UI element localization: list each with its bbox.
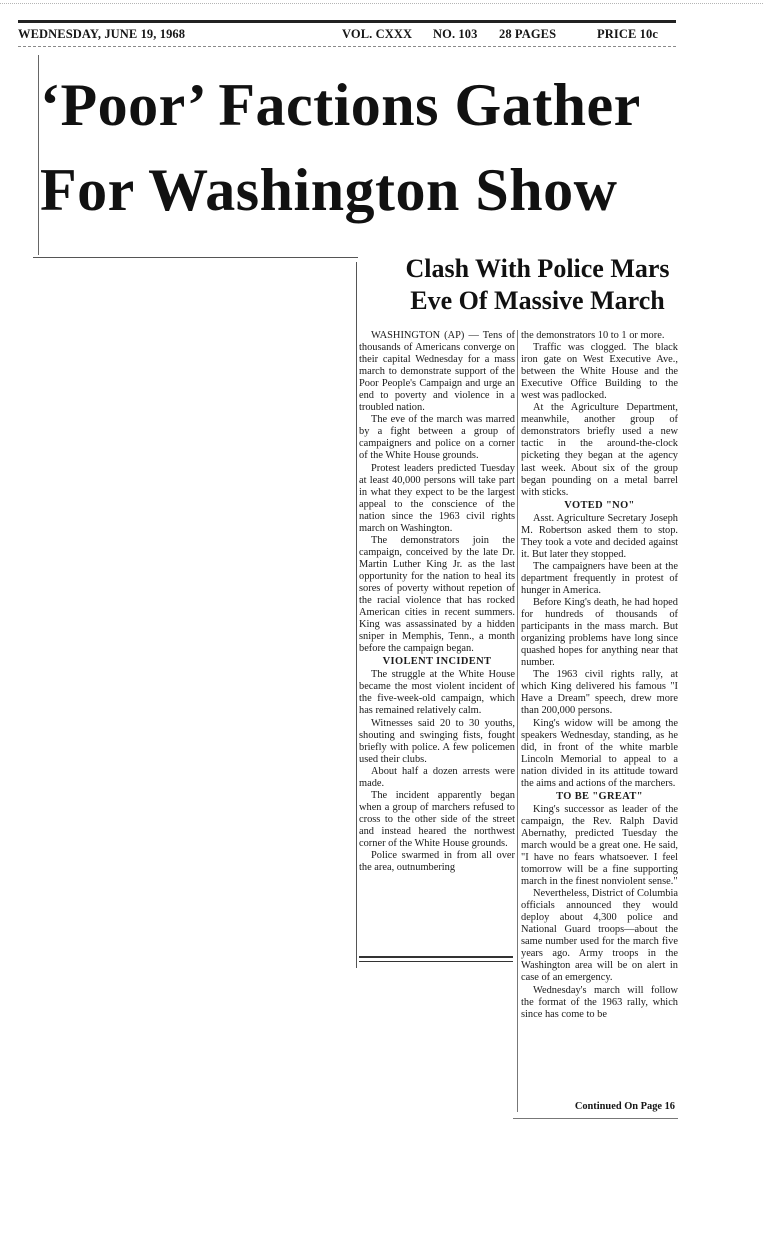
paragraph: The demonstrators join the campaign, conceived by the late Dr. Martin Luther King Jr. as the last opportunity for the nation to heal its sores of poverty without repetion of the racial violence that has rocked American cities in recent summers. King was assassinated by a hidden sniper in Memphis, Tenn., a month before the campaign began. [359,534,515,655]
article-column-1 [359,330,515,874]
paragraph: Traffic was clogged. The black iron gate on West Executive Ave., between the White House and the Executive Office Building to the west was padlocked. [521,342,678,402]
paragraph: King's widow will be among the speakers Wednesday, standing, as he did, in front of the white marble Lincoln Memorial to appeal to a nation divided in its attitude toward the aims and actions of the marchers. [521,717,678,789]
paragraph: At the Agriculture Department, meanwhile, another group of demonstrators briefly used a new tactic in the around-the-clock picketing they began at the agency last week. About six of the group began pounding on a metal barrel with sticks. [521,402,678,498]
paragraph: The 1963 civil rights rally, at which King delivered his famous "I Have a Dream" speech, drew more than 200,000 persons. [521,669,678,717]
headline-line-1: ‘Poor’ Factions Gather [40,72,641,138]
column-end-rule [513,1118,678,1119]
headline-line-2: For Washington Show [40,157,618,223]
paragraph: Asst. Agriculture Secretary Joseph M. Robertson asked them to stop. They took a vote and decided against it. But later they stopped. [521,512,678,560]
masthead-rule [18,20,676,23]
paragraph: The struggle at the White House became the most violent incident of the five-week-old campaign, which has remained relatively calm. [359,669,515,717]
paragraph: Witnesses said 20 to 30 youths, shouting and swinging fists, fought briefly with police. A few policemen used their clubs. [359,717,515,765]
story-left-rule [356,262,357,968]
paragraph: the demonstrators 10 to 1 or more. [521,330,665,341]
paragraph: The campaigners have been at the department frequently in protest of hunger in America. [521,560,678,596]
paragraph: The incident apparently began when a group of marchers refused to cross to the other side of the street and instead heared the northwest corner of the White House grounds. [359,789,515,849]
paragraph: Before King's death, he had hoped for hundreds of thousands of participants in the mass march. But organizing problems have long since quashed hopes for anything near that number. [521,597,678,669]
dateline-date: WEDNESDAY, JUNE 19, 1968 [18,27,186,41]
top-dotted-rule [0,3,763,4]
section-subhead: VOTED "NO" [564,499,635,511]
section-subhead: TO BE "GREAT" [556,790,643,802]
headline-left-rule [38,55,39,255]
column-divider [517,330,518,1112]
subheadline-line-2: Eve Of Massive March [410,286,665,315]
article-column-2 [521,330,678,1021]
section-subhead: VIOLENT INCIDENT [382,656,492,668]
paragraph: The eve of the march was marred by a fight between a group of campaigners and police on a corner of the White House grounds. [359,414,515,462]
paragraph: About half a dozen arrests were made. [359,765,515,789]
continued-on-page-link[interactable]: Continued On Page 16 [574,1101,675,1112]
paragraph: Police swarmed in from all over the area, outnumbering [359,850,515,874]
column-end-rule [359,956,513,962]
paragraph: WASHINGTON (AP) — Tens of thousands of Americans converge on their capital Wednesday for a mass march to demonstrate support of the Poor People's Campaign and urge an end to poverty and violence in a troubled nation. [359,330,515,414]
under-headline-rule [33,257,358,258]
paragraph: King's successor as leader of the campaign, the Rev. Ralph David Abernathy, predicted Tuesday the march would be a great one. He said, "I have no fears whatsoever. I feel tomorrow will be a fine supporting march in the finest nonviolent sense." [521,803,678,888]
dateline-number: NO. 103 [433,27,478,41]
dateline-rule [18,46,676,47]
paragraph: Wednesday's march will follow the format of the 1963 rally, which since has come to be [521,984,678,1020]
dateline-price: PRICE 10c [597,27,658,41]
paragraph: Protest leaders predicted Tuesday at least 40,000 persons will take part in what they expect to be the largest appeal to the conscience of the nation since the 1963 civil rights march on Washington. [359,462,515,534]
dateline-volume: VOL. CXXX [342,27,413,41]
subheadline-line-1: Clash With Police Mars [405,254,670,283]
paragraph: Nevertheless, District of Columbia officials announced they would deploy about 4,300 police and National Guard troops—about the same number used for the march five years ago. Army troops in the Washington area will be on alert in case of an emergency. [521,888,678,984]
dateline-pages: 28 PAGES [499,27,557,41]
